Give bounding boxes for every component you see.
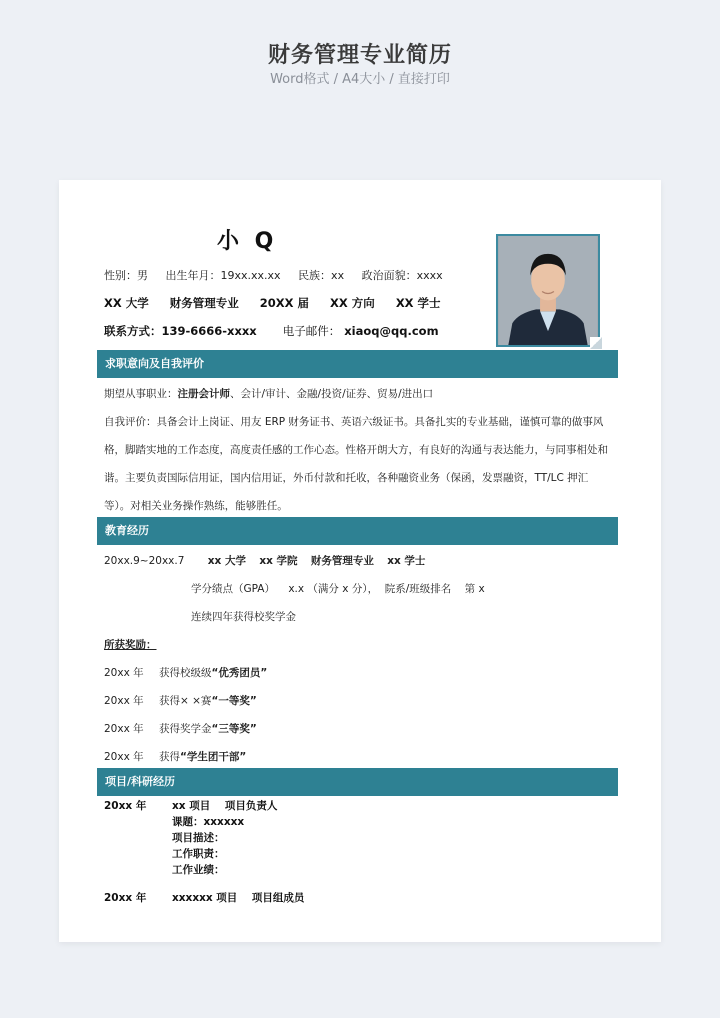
email-label: 电子邮件： (282, 324, 341, 338)
gpa-line: 学分绩点（GPA） x.x （满分 x 分）， 院系/班级排名 第 x (191, 583, 485, 595)
photo-corner-fold (590, 337, 602, 349)
major: 财务管理专业 (169, 296, 239, 310)
project-title: xxxxxx 项目 项目组成员 (172, 892, 305, 904)
section-education: 教育经历 (97, 517, 618, 545)
gender: 性别：男 (104, 269, 148, 282)
award-year: 20xx 年 (104, 695, 144, 707)
edu-university: xx 大学 (207, 555, 246, 567)
award-text: 获得“学生团干部” (159, 751, 247, 763)
page-subtitle: Word格式 / A4大小 / 直接打印 (270, 72, 450, 87)
person-photo-icon (498, 236, 598, 345)
self-evaluation: 自我评价：具备会计上岗证、用友 ERP 财务证书、英语六级证书。具备扎实的专业基础，谨慎可靠的做事风格，脚踏实地的工作态度，高度责任感的工作心态。性格开朗大方，有良好的沟通与表达能力，与同事相处和谐。主要负责国际信用证，国内信用证，外币付款和托收，各种融资业务（保函，发票融资，TT/LC 押汇等）。对相关业务操作熟练，能够胜任。 (104, 416, 608, 512)
award-year: 20xx 年 (104, 667, 144, 679)
award-text: 获得× ×赛“一等奖” (159, 695, 257, 707)
job-intent-prefix: 期望从事职业： (104, 388, 178, 400)
award-year: 20xx 年 (104, 751, 144, 763)
project-result: 工作业绩： (172, 864, 225, 876)
project-duty: 工作职责： (172, 848, 225, 860)
edu-major: 财务管理专业 (310, 555, 374, 567)
ethnicity: 民族：xx (298, 269, 345, 282)
degree: XX 学士 (395, 296, 441, 310)
phone: 联系方式：139-6666-xxxx (104, 324, 257, 338)
basic-info-row (104, 267, 457, 283)
project-year: 20xx 年 (104, 892, 147, 904)
project-year: 20xx 年 (104, 800, 147, 812)
education-period: 20xx.9~20xx.7 (104, 555, 185, 567)
political-status: 政治面貌：xxxx (361, 269, 443, 282)
project-topic: 课题：xxxxxx (172, 816, 245, 828)
page-title: 财务管理专业简历 (267, 43, 452, 68)
edu-degree: xx 学士 (387, 555, 426, 567)
education-summary-row (104, 295, 458, 311)
resume-paper (59, 180, 661, 942)
profile-photo (496, 234, 600, 347)
award-text: 获得校级级“优秀团员” (159, 667, 268, 679)
direction: XX 方向 (330, 296, 375, 310)
project-description: 项目描述： (172, 832, 225, 844)
birth-date: 出生年月：19xx.xx.xx (165, 269, 281, 282)
resume-name: 小 Q (217, 229, 278, 254)
job-intent (104, 386, 433, 401)
edu-college: xx 学院 (259, 555, 298, 567)
graduation-year: 20XX 届 (259, 296, 310, 310)
job-intent-rest: 、会计/审计、金融/投资/证券、贸易/进出口 (230, 388, 434, 400)
contact-row (104, 323, 456, 339)
project-title: xx 项目 项目负责人 (172, 800, 278, 812)
university: XX 大学 (104, 296, 149, 310)
scholarship-line: 连续四年获得校奖学金 (191, 611, 296, 623)
education-entry (104, 553, 435, 568)
email: xiaoq@qq.com (344, 324, 439, 338)
job-intent-primary: 注册会计师 (177, 388, 230, 400)
award-year: 20xx 年 (104, 723, 144, 735)
awards-label: 所获奖励： (104, 639, 157, 651)
award-text: 获得奖学金“三等奖” (159, 723, 257, 735)
section-intent: 求职意向及自我评价 (97, 350, 618, 378)
section-projects: 项目/科研经历 (97, 768, 618, 796)
